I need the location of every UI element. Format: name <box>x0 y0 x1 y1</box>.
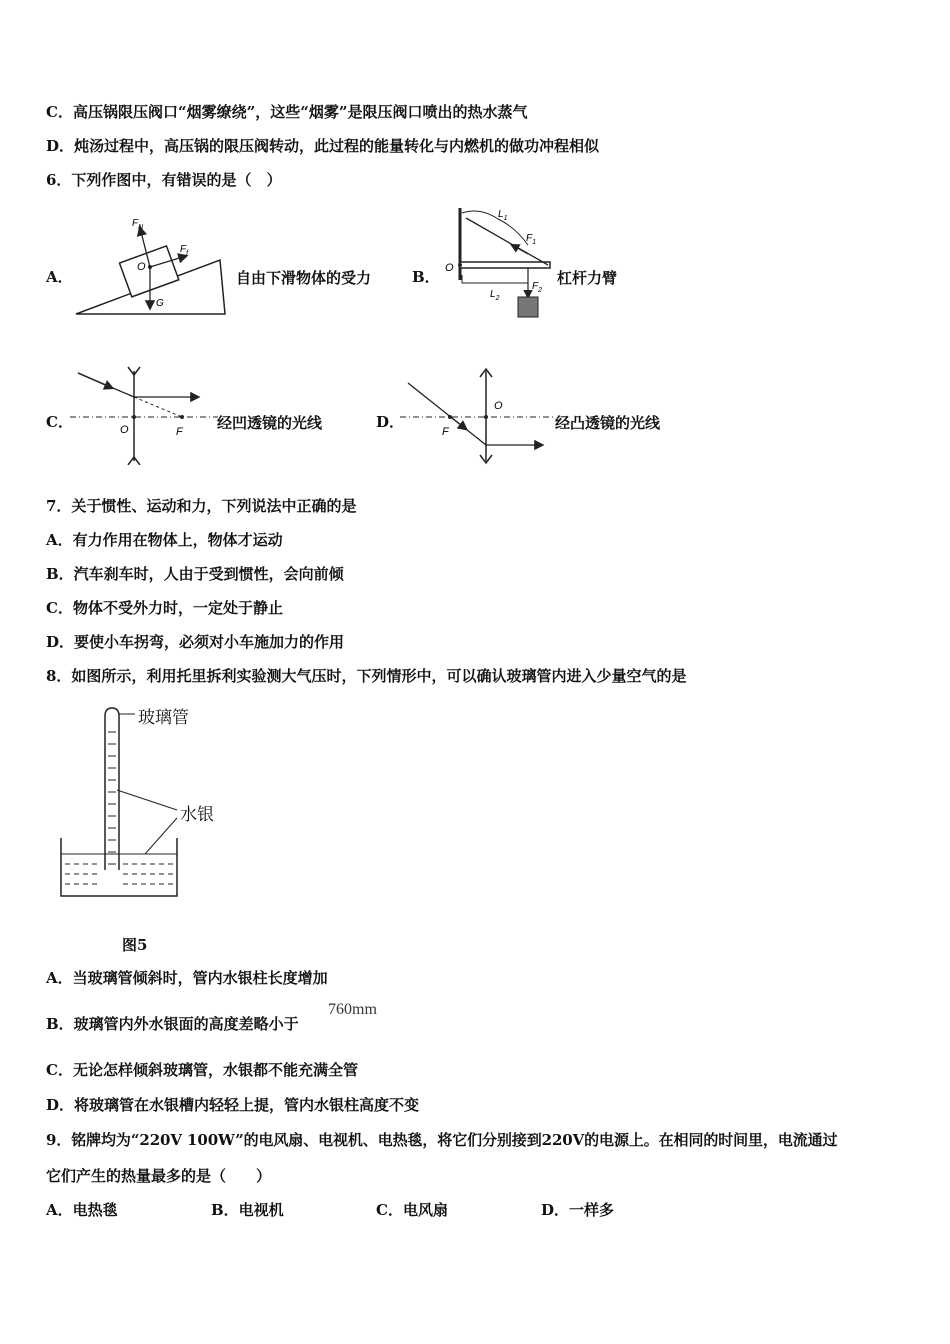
incline-force-diagram <box>70 212 230 322</box>
l1-brace <box>462 211 528 245</box>
f2-label: $F_2$ <box>532 281 543 294</box>
q8-option-c: C．无论怎样倾斜玻璃管，水银都不能充满全管 <box>46 1061 358 1079</box>
q6-stem: 6．下列作图中，有错误的是（ ） <box>46 171 282 189</box>
lens-center-label: O <box>494 400 503 412</box>
q6-option-b-caption: 杠杆力臂 <box>557 269 618 287</box>
q5-option-d: D．炖汤过程中，高压锅的限压阀转动，此过程的能量转化与内燃机的做功冲程相似 <box>46 137 600 155</box>
q8-option-d: D．将玻璃管在水银槽内轻轻上提，管内水银柱高度不变 <box>46 1096 420 1114</box>
q9-stem-line1: 9．铭牌均为“220V 100W”的电风扇、电视机、电热毯，将它们分别接到220V的电源上。在相同的时间里，电流通过 <box>46 1131 838 1149</box>
o-label: O <box>137 261 146 273</box>
l2-label: $L_2$ <box>490 289 500 302</box>
q7-option-d: D．要使小车拐弯，必须对小车施加力的作用 <box>46 633 345 651</box>
q9-option-a: A．电热毯 <box>46 1201 118 1219</box>
lever-bar <box>460 262 550 268</box>
q7-stem: 7．关于惯性、运动和力，下列说法中正确的是 <box>46 497 357 515</box>
mercury-leader-1 <box>117 790 177 810</box>
mercury-leader-2 <box>145 818 177 854</box>
q7-option-b: B．汽车刹车时，人由于受到惯性，会向前倾 <box>46 565 344 583</box>
l1-label: $L_1$ <box>498 209 508 222</box>
q6-option-c-caption: 经凹透镜的光线 <box>217 414 323 432</box>
lever-o-label: O <box>445 262 454 274</box>
g-label: G <box>156 298 164 309</box>
q9-stem-line2: 它们产生的热量最多的是（ ） <box>46 1167 272 1185</box>
sliding-block <box>119 246 178 297</box>
concave-lens-diagram <box>70 365 220 465</box>
q7-option-a: A．有力作用在物体上，物体才运动 <box>46 531 283 549</box>
convex-lens-diagram <box>400 365 555 465</box>
q8-option-a: A．当玻璃管倾斜时，管内水银柱长度增加 <box>46 969 328 987</box>
lens-center-label: O <box>120 424 129 436</box>
ff-label: $F_f$ <box>180 244 189 257</box>
q8-option-b-value: 760mm <box>328 1001 377 1018</box>
f1-label: $F_1$ <box>526 233 537 246</box>
focus-label: F <box>176 426 183 438</box>
l2-brace <box>462 275 528 283</box>
q5-option-c: C．高压锅限压阀口“烟雾缭绕”，这些“烟雾”是限压阀口喷出的热水蒸气 <box>46 103 528 121</box>
dashed-extension <box>134 397 182 417</box>
q8-option-b: B．玻璃管内外水银面的高度差略小于 <box>46 1015 299 1033</box>
q6-option-a-label: A． <box>46 268 73 286</box>
figure-caption: 图5 <box>122 936 148 954</box>
q9-option-b: B．电视机 <box>211 1201 284 1219</box>
mercury-label: 水银 <box>180 805 214 825</box>
q6-option-d-label: D． <box>376 413 405 431</box>
q6-option-b-label: B． <box>412 268 440 286</box>
q8-stem: 8．如图所示，利用托里拆利实验测大气压时，下列情形中，可以确认玻璃管内进入少量空气的是 <box>46 667 687 685</box>
focus-label: F <box>442 426 449 438</box>
q6-option-a-caption: 自由下滑物体的受力 <box>236 269 372 287</box>
torricelli-apparatus <box>55 700 255 900</box>
q9-option-c: C．电风扇 <box>376 1201 448 1219</box>
lever-arm-diagram <box>440 205 560 325</box>
f1-arrow <box>512 245 528 254</box>
q6-option-d-caption: 经凸透镜的光线 <box>555 414 661 432</box>
fn-label: $F_N$ <box>132 218 144 231</box>
weight-block <box>518 297 538 317</box>
q9-option-d: D．一样多 <box>541 1201 615 1219</box>
tube-label: 玻璃管 <box>138 708 189 728</box>
q7-option-c: C．物体不受外力时，一定处于静止 <box>46 599 283 617</box>
q6-option-c-label: C． <box>46 413 73 431</box>
